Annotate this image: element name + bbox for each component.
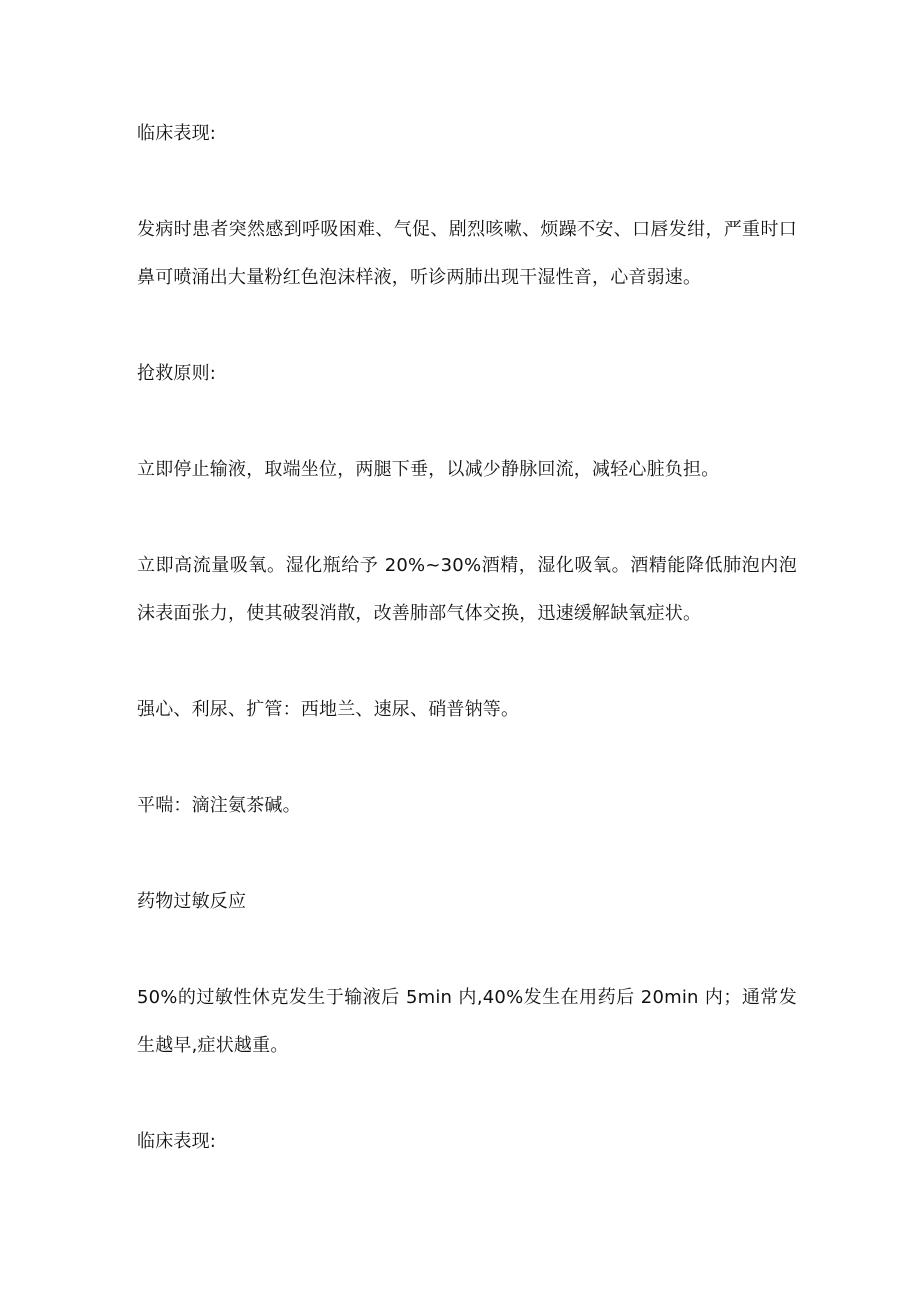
paragraph-cardiotonic: 强心、利尿、扩管：西地兰、速尿、硝普钠等。 [137, 699, 520, 720]
paragraph-symptoms: 发病时患者突然感到呼吸困难、气促、剧烈咳嗽、烦躁不安、口唇发绀，严重时口鼻可喷涌出大量粉红色泡沫样液，听诊两肺出现干湿性音，心音弱速。 [137, 219, 797, 288]
paragraph-antiasthmatic: 平喘：滴注氨茶碱。 [137, 795, 301, 816]
heading-clinical-manifestation: 临床表现: [137, 123, 217, 144]
heading-clinical-manifestation-2: 临床表现: [137, 1131, 217, 1152]
paragraph-oxygen: 立即高流量吸氧。湿化瓶给予 20%~30%酒精，湿化吸氧。酒精能降低肺泡内泡沫表面张力，使其破裂消散，改善肺部气体交换，迅速缓解缺氧症状。 [137, 555, 797, 624]
heading-rescue-principles: 抢救原则: [137, 363, 217, 384]
heading-drug-allergy: 药物过敏反应 [137, 891, 247, 912]
paragraph-stop-infusion: 立即停止输液，取端坐位，两腿下垂，以减少静脉回流，减轻心脏负担。 [137, 459, 720, 480]
paragraph-anaphylaxis: 50%的过敏性休克发生于输液后 5min 内,40%发生在用药后 20min 内；通常发生越早,症状越重。 [137, 987, 797, 1056]
